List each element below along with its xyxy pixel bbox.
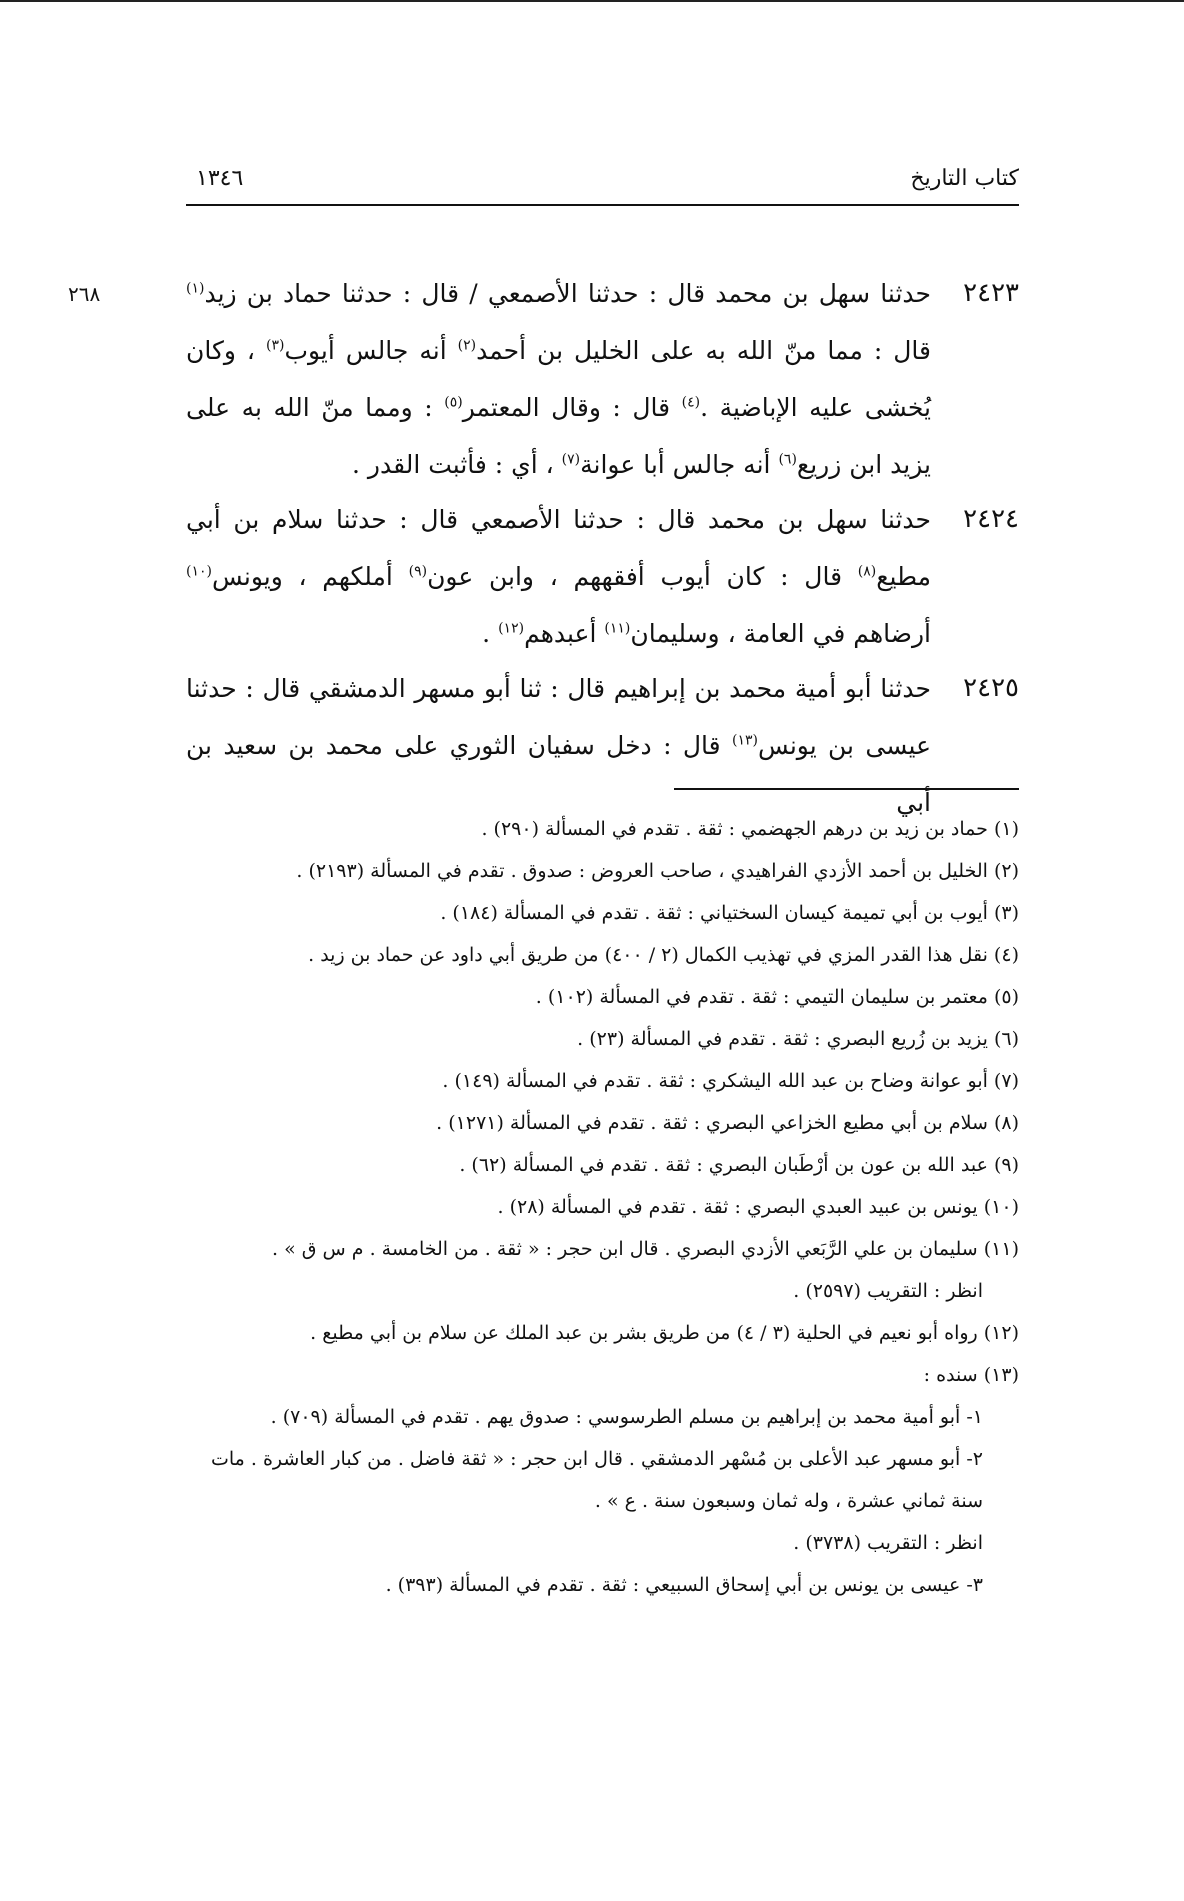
footnote-marker: (١٠)	[186, 563, 212, 580]
footnote: (٦) يزيد بن زُريع البصري : ثقة . تقدم في المسألة (٢٣) .	[577, 1028, 1019, 1050]
entry	[186, 660, 1019, 831]
margin-reference: ٢٦٨	[68, 282, 101, 306]
footnote: (٢) الخليل بن أحمد الأزدي الفراهيدي ، صاحب العروض : صدوق . تقدم في المسألة (٢١٩٣) .	[296, 860, 1019, 882]
footnote: (٤) نقل هذا القدر المزي في تهذيب الكمال (٢ / ٤٠٠) من طريق أبي داود عن حماد بن زيد .	[308, 944, 1019, 966]
footnote: (١) حماد بن زيد بن درهم الجهضمي : ثقة . تقدم في المسألة (٢٩٠) .	[481, 818, 1019, 840]
entry	[186, 265, 1019, 493]
footnote-continuation: انظر : التقريب (٢٥٩٧) .	[793, 1280, 983, 1302]
footnote-marker: (١)	[186, 280, 205, 297]
footnote: (٨) سلام بن أبي مطيع الخزاعي البصري : ثقة . تقدم في المسألة (١٢٧١) .	[436, 1112, 1019, 1134]
entry	[186, 491, 1019, 662]
footnote-marker: (١٣)	[731, 732, 758, 749]
footnote-marker: (٣)	[265, 337, 285, 354]
footnote-continuation: انظر : التقريب (٣٧٣٨) .	[793, 1532, 983, 1554]
footnotes	[186, 808, 1019, 1606]
footnote-continuation: سنة ثماني عشرة ، وله ثمان وسبعون سنة . ع » .	[594, 1490, 983, 1512]
page-header	[186, 166, 1019, 206]
page-number: ١٣٤٦	[196, 166, 244, 191]
footnote-marker: (٨)	[857, 563, 877, 580]
footnote-marker: (١٢)	[498, 620, 525, 637]
footnote: (٧) أبو عوانة وضاح بن عبد الله اليشكري : ثقة . تقدم في المسألة (١٤٩) .	[442, 1070, 1019, 1092]
footnote-marker: (٥)	[444, 394, 463, 411]
footnote-sub-item: ٢- أبو مسهر عبد الأعلى بن مُسْهر الدمشقي . قال ابن حجر : « ثقة فاضل . من كبار العاشرة . مات	[210, 1448, 983, 1470]
entry-number: ٢٤٢٣	[963, 278, 1019, 308]
footnote: (٥) معتمر بن سليمان التيمي : ثقة . تقدم في المسألة (١٠٢) .	[535, 986, 1019, 1008]
footnote-sub-item: ١- أبو أمية محمد بن إبراهيم بن مسلم الطرسوسي : صدوق يهم . تقدم في المسألة (٧٠٩) .	[270, 1406, 983, 1428]
footnote-marker: (٢)	[457, 337, 477, 354]
entry-text: حدثنا سهل بن محمد قال : حدثنا الأصمعي قال : حدثنا سلام بن أبي مطيع$^{(٨)}$ قال : كان أيوب أفقههم ، وابن عون$^{(٩)}$ أملكهم ، ويونس$^{(١٠)}$ أرضاهم في العامة ، وسليمان$^{(١١)}$ أعبدهم$^{(١٢)}$ .	[186, 505, 931, 648]
footnote: (١٣) سنده :	[923, 1364, 1019, 1386]
footnote-sub-item: ٣- عيسى بن يونس بن أبي إسحاق السبيعي : ثقة . تقدم في المسألة (٣٩٣) .	[385, 1574, 983, 1596]
entry-text: حدثنا أبو أمية محمد بن إبراهيم قال : ثنا أبو مسهر الدمشقي قال : حدثنا عيسى بن يونس$^{(١٣)}$ قال : دخل سفيان الثوري على محمد بن سعيد بن أبي	[186, 674, 931, 817]
footnote-divider	[674, 788, 1019, 790]
entry-number: ٢٤٢٤	[963, 504, 1019, 534]
footnote-marker: (٧)	[561, 451, 581, 468]
footnote: (٩) عبد الله بن عون بن أرْطَبان البصري : ثقة . تقدم في المسألة (٦٢) .	[459, 1154, 1019, 1176]
footnote-marker: (١١)	[604, 620, 631, 637]
footnote-marker: (٩)	[408, 563, 428, 580]
footnote: (١٠) يونس بن عبيد العبدي البصري : ثقة . تقدم في المسألة (٢٨) .	[497, 1196, 1019, 1218]
footnote: (٣) أيوب بن أبي تميمة كيسان السختياني : ثقة . تقدم في المسألة (١٨٤) .	[440, 902, 1019, 924]
book-title: كتاب التاريخ	[910, 166, 1019, 191]
footnote: (١٢) رواه أبو نعيم في الحلية (٣ / ٤) من طريق بشر بن عبد الملك عن سلام بن أبي مطيع .	[310, 1322, 1019, 1344]
footnote-marker: (٤)	[681, 394, 701, 411]
footnote: (١١) سليمان بن علي الرَّبَعي الأزدي البصري . قال ابن حجر : « ثقة . من الخامسة . م س ق » .	[272, 1238, 1019, 1260]
entry-text: حدثنا سهل بن محمد قال : حدثنا الأصمعي / قال : حدثنا حماد بن زيد$^{(١)}$ قال : مما منّ الله به على الخليل بن أحمد$^{(٢)}$ أنه جالس أيوب$^{(٣)}$ ، وكان يُخشى عليه الإباضية .$^{(٤)}$ قال : وقال المعتمر$^{(٥)}$ : ومما منّ الله به على يزيد ابن زريع$^{(٦)}$ أنه جالس أبا عوانة$^{(٧)}$ ، أي : فأثبت القدر .	[186, 279, 931, 479]
entry-number: ٢٤٢٥	[963, 673, 1019, 703]
main-text	[186, 265, 1019, 829]
book-page	[186, 0, 1019, 1901]
footnote-marker: (٦)	[778, 451, 797, 468]
